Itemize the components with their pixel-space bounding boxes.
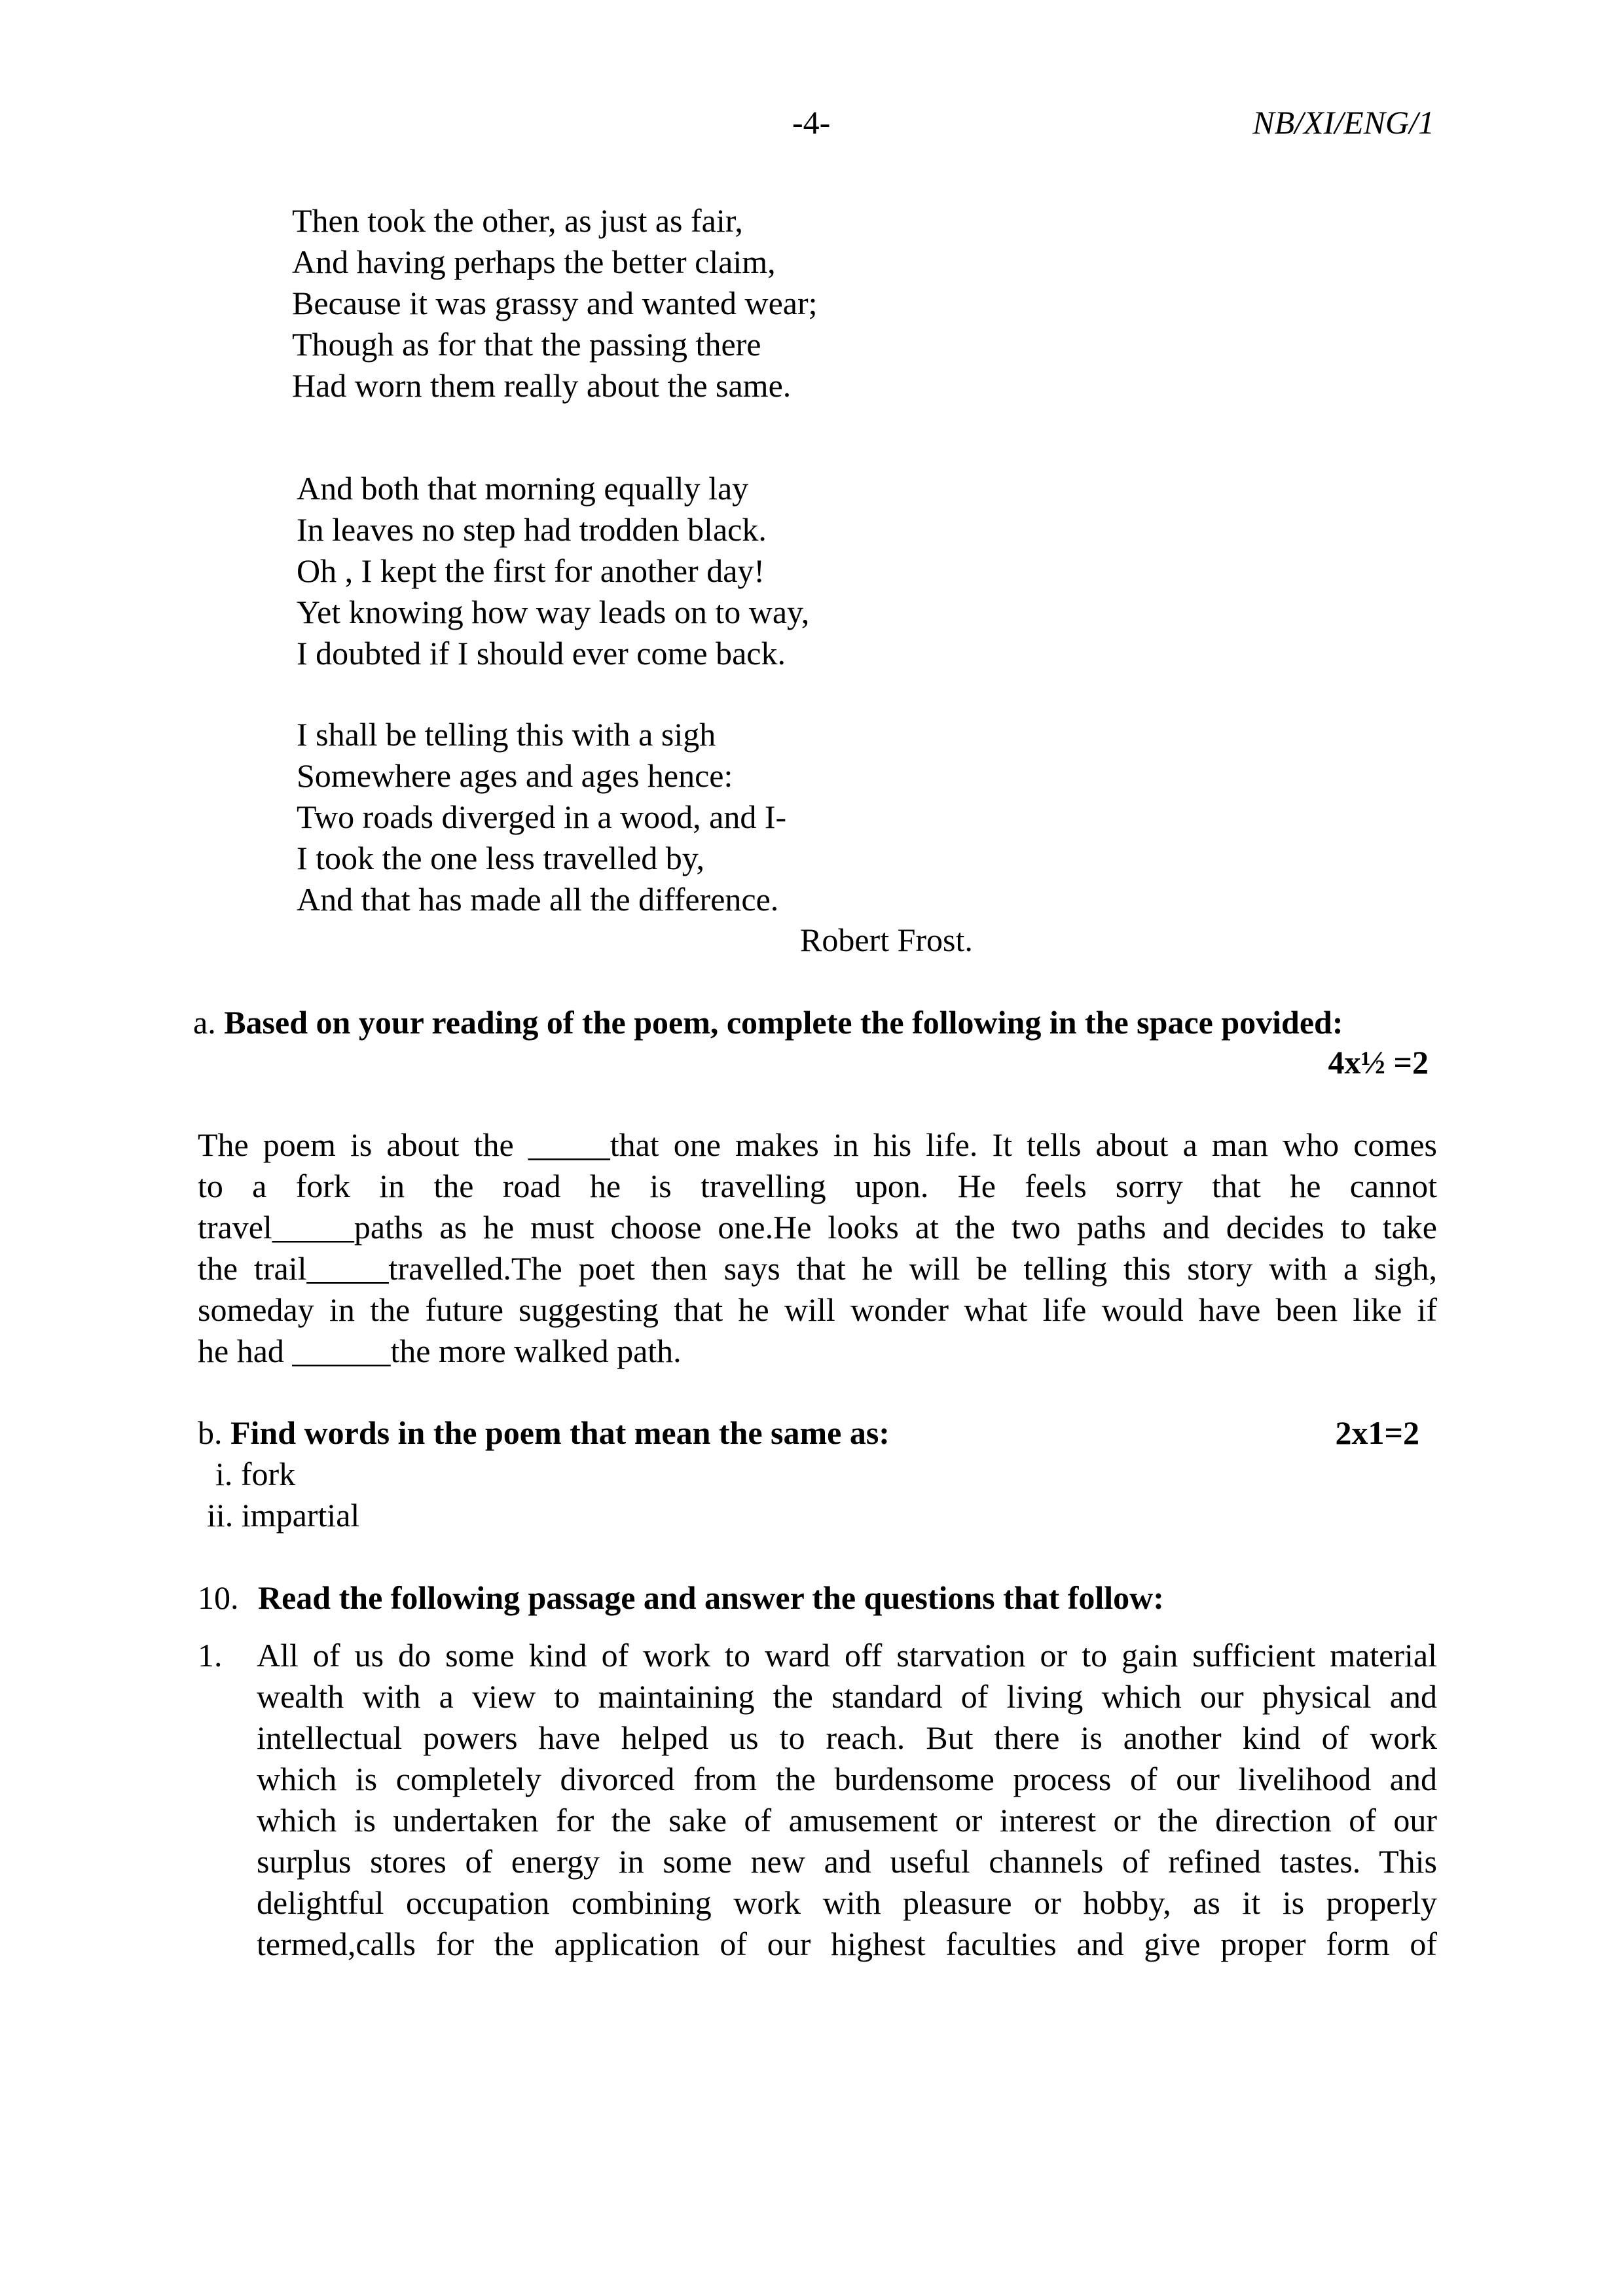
question-b-item-2: ii. impartial: [207, 1497, 360, 1534]
poem-stanza-2: [297, 468, 809, 674]
passage-para-number: 1.: [198, 1637, 223, 1674]
paragraph-line: to a fork in the road he is travelling upon. He feels sorry that he cannot: [198, 1168, 1437, 1204]
passage-paragraph: [257, 1635, 1437, 1965]
paragraph-line: The poem is about the _____that one makes in his life. It tells about a man who comes: [198, 1126, 1437, 1163]
question-a-paragraph: [198, 1124, 1437, 1372]
question-a-text: Based on your reading of the poem, complete the following in the space povided:: [224, 1004, 1343, 1041]
question-10-number: 10.: [198, 1579, 239, 1616]
poem-line: Somewhere ages and ages hence:: [297, 757, 733, 794]
question-b-marks: 2x1=2: [1335, 1414, 1419, 1451]
poem-line: Because it was grassy and wanted wear;: [292, 285, 818, 321]
paragraph-line: the trail_____travelled.The poet then says that he will be telling this story with a sigh,: [198, 1250, 1437, 1287]
question-a-heading: [193, 1002, 1343, 1043]
paragraph-line: he had ______the more walked path.: [198, 1333, 682, 1369]
question-a-label: a.: [193, 1004, 216, 1041]
question-b-heading: [198, 1412, 890, 1454]
question-b-label: b.: [198, 1414, 223, 1451]
question-10-text: Read the following passage and answer the questions that follow:: [258, 1579, 1164, 1616]
question-a-marks: 4x½ =2: [1328, 1044, 1429, 1081]
poem-stanza-1: [292, 200, 818, 406]
poem-line: Oh , I kept the first for another day!: [297, 552, 765, 589]
passage-line: termed,calls for the application of our highest faculties and give proper form of: [257, 1926, 1437, 1962]
poem-line: Had worn them really about the same.: [292, 367, 792, 404]
paragraph-line: someday in the future suggesting that he will wonder what life would have been like if: [198, 1291, 1437, 1328]
poem-line: Then took the other, as just as fair,: [292, 202, 743, 239]
poem-line: Though as for that the passing there: [292, 326, 761, 363]
passage-line: which is undertaken for the sake of amusement or interest or the direction of our: [257, 1802, 1437, 1839]
poem-line: I shall be telling this with a sigh: [297, 716, 716, 753]
poem-stanza-3: [297, 714, 786, 920]
passage-line: All of us do some kind of work to ward off starvation or to gain sufficient material: [257, 1637, 1437, 1674]
passage-line: which is completely divorced from the burdensome process of our livelihood and: [257, 1761, 1437, 1797]
poem-line: And having perhaps the better claim,: [292, 243, 776, 280]
question-b-item-1: i. fork: [215, 1456, 296, 1492]
passage-line: delightful occupation combining work with pleasure or hobby, as it is properly: [257, 1884, 1437, 1921]
passage-line: wealth with a view to maintaining the standard of living which our physical and: [257, 1678, 1437, 1715]
poem-line: And both that morning equally lay: [297, 470, 749, 507]
passage-line: intellectual powers have helped us to reach. But there is another kind of work: [257, 1719, 1437, 1756]
poem-author: Robert Frost.: [800, 922, 973, 958]
poem-line: I doubted if I should ever come back.: [297, 635, 786, 672]
question-b-text: Find words in the poem that mean the same as:: [230, 1414, 890, 1451]
passage-line: surplus stores of energy in some new and useful channels of refined tastes. This: [257, 1843, 1437, 1880]
page-number: -4-: [792, 104, 831, 141]
poem-line: In leaves no step had trodden black.: [297, 511, 767, 548]
poem-line: And that has made all the difference.: [297, 881, 779, 918]
poem-line: Two roads diverged in a wood, and I-: [297, 798, 787, 835]
poem-line: Yet knowing how way leads on to way,: [297, 594, 810, 630]
poem-line: I took the one less travelled by,: [297, 840, 704, 876]
paragraph-line: travel_____paths as he must choose one.He looks at the two paths and decides to take: [198, 1209, 1437, 1246]
paper-code: NB/XI/ENG/1: [1252, 104, 1434, 141]
